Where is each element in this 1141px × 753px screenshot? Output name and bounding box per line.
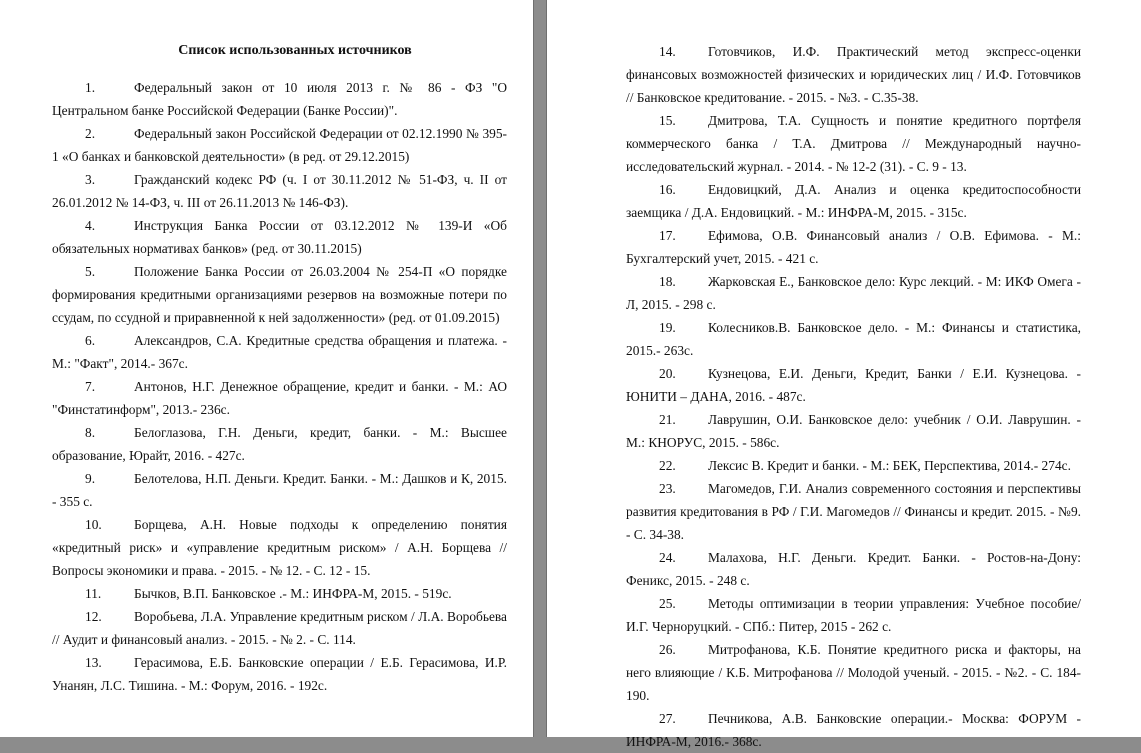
reference-text: Бычков, В.П. Банковское .- М.: ИНФРА-М, 2015. - 519с. xyxy=(134,586,452,601)
reference-text: Инструкция Банка России от 03.12.2012 № 139-И «Об обязательных нормативах банков» (ред. от 30.11.2015) xyxy=(52,218,507,256)
reference-entry xyxy=(626,109,1081,178)
reference-text: Митрофанова, К.Б. Понятие кредитного риска и факторы, на него влияющие / К.Б. Митрофанова // Молодой ученый. - 2015. - №2. - С. 184-190. xyxy=(626,642,1081,703)
reference-entry xyxy=(626,316,1081,362)
reference-number: 23. xyxy=(659,481,676,496)
reference-text: Дмитрова, Т.А. Сущность и понятие кредитного портфеля коммерческого банка / Т.А. Дмитрова // Международный научно-исследовательский журнал. - 2014. - № 12-2 (31). - С. 9 - 13. xyxy=(626,113,1081,174)
document-page-right xyxy=(546,0,1141,749)
reference-entry xyxy=(626,546,1081,592)
reference-entry xyxy=(626,707,1081,753)
reference-number: 26. xyxy=(659,642,676,657)
reference-number: 22. xyxy=(659,458,676,473)
reference-number: 4. xyxy=(85,218,96,233)
reference-entry xyxy=(626,362,1081,408)
reference-entry xyxy=(626,408,1081,454)
reference-entry xyxy=(626,178,1081,224)
reference-text: Белотелова, Н.П. Деньги. Кредит. Банки. - М.: Дашков и К, 2015. - 355 с. xyxy=(52,471,507,509)
reference-number: 18. xyxy=(659,274,676,289)
reference-number: 17. xyxy=(659,228,676,243)
reference-number: 24. xyxy=(659,550,676,565)
reference-text: Гражданский кодекс РФ (ч. I от 30.11.2012 № 51-ФЗ, ч. II от 26.01.2012 № 14-ФЗ, ч. III от 26.11.2013 № 146-ФЗ). xyxy=(52,172,507,210)
reference-text: Федеральный закон от 10 июля 2013 г. № 86 - ФЗ "О Центральном банке Российской Федерации (Банке России)". xyxy=(52,80,507,118)
reference-entry xyxy=(52,329,507,375)
references-list-right xyxy=(626,40,1081,753)
reference-text: Лаврушин, О.И. Банковское дело: учебник / О.И. Лаврушин. - М.: КНОРУС, 2015. - 586с. xyxy=(626,412,1081,450)
reference-text: Антонов, Н.Г. Денежное обращение, кредит и банки. - М.: АО "Финстатинформ", 2013.- 236с. xyxy=(52,379,507,417)
reference-text: Борщева, А.Н. Новые подходы к определению понятия «кредитный риск» и «управление кредитным риском» / А.Н. Борщева // Вопросы экономики и права. - 2015. - № 12. - С. 12 - 15. xyxy=(52,517,507,578)
reference-text: Александров, С.А. Кредитные средства обращения и платежа. - М.: "Факт", 2014.- 367с. xyxy=(52,333,507,371)
reference-text: Жарковская Е., Банковское дело: Курс лекций. - М: ИКФ Омега - Л, 2015. - 298 с. xyxy=(626,274,1081,312)
reference-text: Малахова, Н.Г. Деньги. Кредит. Банки. - Ростов-на-Дону: Феникс, 2015. - 248 с. xyxy=(626,550,1081,588)
reference-text: Колесников.В. Банковское дело. - М.: Финансы и статистика, 2015.- 263с. xyxy=(626,320,1081,358)
reference-number: 7. xyxy=(85,379,96,394)
reference-entry xyxy=(626,638,1081,707)
reference-text: Ефимова, О.В. Финансовый анализ / О.В. Ефимова. - М.: Бухгалтерский учет, 2015. - 421 с. xyxy=(626,228,1081,266)
reference-number: 1. xyxy=(85,80,96,95)
reference-text: Методы оптимизации в теории управления: Учебное пособие/ И.Г. Черноруцкий. - СПб.: Питер, 2015 - 262 с. xyxy=(626,596,1081,634)
reference-number: 19. xyxy=(659,320,676,335)
reference-entry xyxy=(52,76,507,122)
reference-number: 3. xyxy=(85,172,96,187)
reference-number: 14. xyxy=(659,44,676,59)
references-list-left xyxy=(52,76,507,697)
reference-text: Ендовицкий, Д.А. Анализ и оценка кредитоспособности заемщика / Д.А. Ендовицкий. - М.: ИНФРА-М, 2015. - 315с. xyxy=(626,182,1081,220)
reference-entry xyxy=(52,651,507,697)
reference-text: Магомедов, Г.И. Анализ современного состояния и перспективы развития кредитования в РФ / Г.И. Магомедов // Финансы и кредит. 2015. - №9. - С. 34-38. xyxy=(626,481,1081,542)
reference-entry xyxy=(52,513,507,582)
reference-text: Белоглазова, Г.Н. Деньги, кредит, банки. - М.: Высшее образование, Юрайт, 2016. - 427с. xyxy=(52,425,507,463)
reference-entry xyxy=(52,375,507,421)
reference-entry xyxy=(626,477,1081,546)
reference-number: 10. xyxy=(85,517,102,532)
reference-number: 12. xyxy=(85,609,102,624)
document-page-left xyxy=(0,0,534,737)
reference-number: 27. xyxy=(659,711,676,726)
reference-number: 21. xyxy=(659,412,676,427)
reference-entry xyxy=(626,454,1081,477)
reference-entry xyxy=(52,421,507,467)
reference-entry xyxy=(626,270,1081,316)
reference-entry xyxy=(626,224,1081,270)
reference-entry xyxy=(52,582,507,605)
reference-text: Печникова, А.В. Банковские операции.- Москва: ФОРУМ - ИНФРА-М, 2016.- 368с. xyxy=(626,711,1081,749)
reference-number: 20. xyxy=(659,366,676,381)
reference-entry xyxy=(52,467,507,513)
reference-entry xyxy=(52,214,507,260)
reference-entry xyxy=(52,122,507,168)
references-title: Список использованных источников xyxy=(178,43,412,58)
reference-number: 15. xyxy=(659,113,676,128)
reference-number: 5. xyxy=(85,264,96,279)
reference-number: 2. xyxy=(85,126,96,141)
reference-number: 11. xyxy=(85,586,102,601)
reference-number: 25. xyxy=(659,596,676,611)
reference-text: Положение Банка России от 26.03.2004 № 254-П «О порядке формирования кредитными организациями резервов на возможные потери по ссудам, по ссудной и приравненной к ней задолженности» (ред. от 01.09.2015) xyxy=(52,264,507,325)
reference-entry xyxy=(52,168,507,214)
reference-text: Федеральный закон Российской Федерации от 02.12.1990 № 395-1 «О банках и банковской деятельности» (в ред. от 29.12.2015) xyxy=(52,126,507,164)
reference-number: 9. xyxy=(85,471,96,486)
reference-number: 16. xyxy=(659,182,676,197)
reference-text: Готовчиков, И.Ф. Практический метод экспресс-оценки финансовых возможностей физических и юридических лиц / И.Ф. Готовчиков // Банковское кредитование. - 2015. - №3. - С.35-38. xyxy=(626,44,1081,105)
reference-entry xyxy=(626,592,1081,638)
reference-text: Воробьева, Л.А. Управление кредитным риском / Л.А. Воробьева // Аудит и финансовый анализ. - 2015. - № 2. - С. 114. xyxy=(52,609,507,647)
reference-entry xyxy=(52,605,507,651)
reference-text: Герасимова, Е.Б. Банковские операции / Е.Б. Герасимова, И.Р. Унанян, Л.С. Тишина. - М.: Форум, 2016. - 192с. xyxy=(52,655,507,693)
reference-text: Кузнецова, Е.И. Деньги, Кредит, Банки / Е.И. Кузнецова. - ЮНИТИ – ДАНА, 2016. - 487с. xyxy=(626,366,1081,404)
reference-text: Лексис В. Кредит и банки. - М.: БЕК, Перспектива, 2014.- 274с. xyxy=(708,458,1071,473)
reference-number: 6. xyxy=(85,333,96,348)
reference-entry xyxy=(52,260,507,329)
reference-number: 8. xyxy=(85,425,96,440)
reference-entry xyxy=(626,40,1081,109)
reference-number: 13. xyxy=(85,655,102,670)
